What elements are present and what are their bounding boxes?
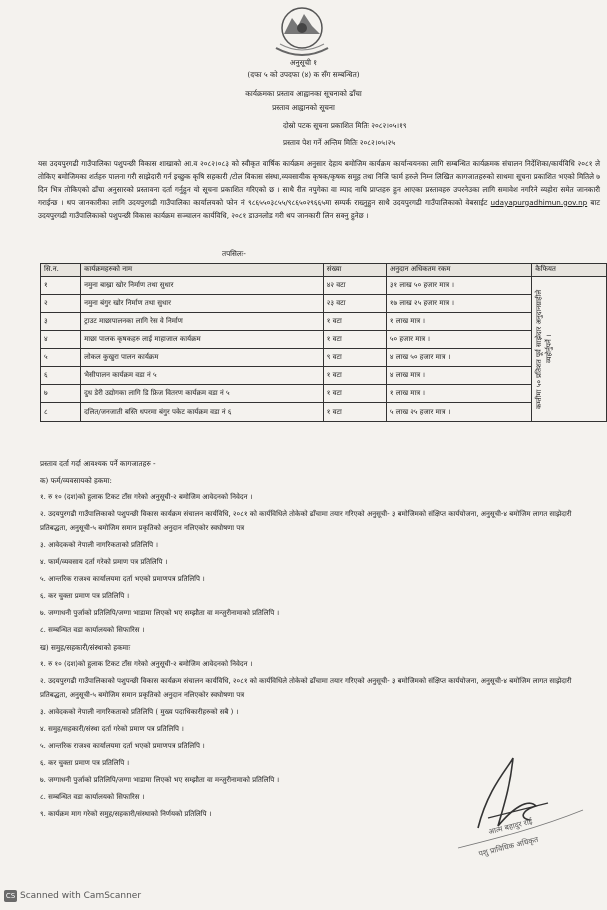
cell-grant: १७ लाख २५ हजार मात्र । [386, 294, 531, 312]
cell-count: ९ वटा [323, 349, 386, 367]
cell-grant: ५० हजार मात्र । [386, 330, 531, 348]
list-item: ३. आवेदकको नेपाली नागरिकताको प्रतिलिपि ( मुख्य पदाधिकारीहरुको सबै ) । [40, 708, 239, 716]
scanner-watermark [4, 890, 141, 902]
list-item: ४. समुह/सहकारी/संस्था दर्ता गरेको प्रमाण पत्र प्रतिलिपि । [40, 725, 184, 733]
cell-program: लोकल कुखुरा पालन कार्यक्रम [81, 349, 324, 367]
header-remarks: कैफियत [532, 264, 607, 277]
notice-format-title: कार्यक्रमका प्रस्ताव आह्वानका सूचनाको ढाँचा [245, 89, 362, 98]
cell-sn: १ [41, 276, 81, 294]
list-item: १. रु १० (दश)को हुलाक टिकट टाँस गरेको अनुसूची-२ बमोजिम आवेदनको निवेदन । [40, 493, 253, 501]
outro-text: बाट उदयपुरगढी गाउँपालिकाको पशुपन्छी विकास कार्यक्रम सञ्चालन कार्यविधि, २०८१ डाउनलोड गरी थप जानकारी लिन सक्नु हुनेछ । [38, 197, 600, 220]
table-header-row [41, 264, 607, 277]
firm-heading: क) फर्म/व्यवसायको हकमा: [40, 476, 112, 485]
table-row [41, 403, 607, 421]
list-item: ८. सम्बन्धित वडा कार्यालयको सिफारिस । [40, 626, 145, 634]
camscanner-logo-icon: CS [5, 892, 16, 900]
documents-heading: प्रस्ताव दर्ता गर्दा आवश्यक पर्ने कागजातहरु - [40, 459, 156, 468]
table-row [41, 330, 607, 348]
annex-label: अनुसूची १ [289, 58, 318, 67]
submission-deadline: प्रस्ताव पेश गर्ने अन्तिम मितिः २०८२।०५।२५ [283, 138, 396, 147]
cell-program: दुध डेरी उद्योगका लागि डि फ्रिज वितरण कार्यक्रम वडा नं ५ [81, 385, 324, 403]
table-caption: तपसिलः- [222, 249, 246, 258]
notice-paragraph [38, 158, 600, 223]
cell-grant: ३१ लाख ५० हजार मात्र । [386, 276, 531, 294]
cell-count: ४२ वटा [323, 276, 386, 294]
cell-count: १ वटा [323, 403, 386, 421]
cell-sn: ७ [41, 385, 81, 403]
list-item: ७. जग्गाधनी पुर्जाको प्रतिलिपि/जग्गा भाडामा लिएको भए सम्झौता वा मन्जुरीनामाको प्रतिलिपि । [40, 776, 280, 784]
list-item: १. रु १० (दश)को हुलाक टिकट टाँस गरेको अनुसूची-२ बमोजिम आवेदनको निवेदन । [40, 660, 253, 668]
cell-grant: ४ लाख मात्र । [386, 367, 531, 385]
cell-program: नमुना बंगुर खोर निर्माण तथा सुधार [81, 294, 324, 312]
cell-grant: ५ लाख २५ हजार मात्र । [386, 403, 531, 421]
list-item: ७. जग्गाधनी पुर्जाको प्रतिलिपि/जग्गा भाडामा लिएको भए सम्झौता वा मन्जुरीनामाको प्रतिलिपि । [40, 609, 280, 617]
list-item: ९. कार्यक्रम माग गरेको समुह/सहकारी/संस्थाको निर्णयको प्रतिलिपि । [40, 810, 212, 818]
table-row [41, 367, 607, 385]
cell-program: दलित/जनजाती बस्ति धपरमा बंगुर पकेट कार्यक्रम वडा नं ६ [81, 403, 324, 421]
header-grant: अनुदान अधिकतम रकम [386, 264, 531, 277]
list-item: ६. कर चुक्ता प्रमाण पत्र प्रतिलिपि । [40, 759, 130, 767]
signatory-name: आत्म बहादुर राई [487, 816, 534, 837]
cell-sn: ८ [41, 403, 81, 421]
cell-sn: २ [41, 294, 81, 312]
cell-program: माछा पालक कृषकहरु लाई माहाजाल कार्यक्रम [81, 330, 324, 348]
table-row [41, 385, 607, 403]
cell-program: ट्राउट माछापालनका लागि रेस वे निर्माण [81, 312, 324, 330]
group-heading: ख) समुह/सहकारी/संस्थाको हकमाः [40, 643, 131, 652]
table-row [41, 276, 607, 294]
header-count: संख्या [323, 264, 386, 277]
notice-subtitle: प्रस्ताव आह्वानको सूचना [272, 103, 335, 112]
cell-sn: ३ [41, 312, 81, 330]
website-link[interactable]: udayapurgadhimun.gov.np [490, 197, 588, 207]
intro-text: यस उदयपुरगढी गाउँपालिका पशुपन्छी विकास शाखाको आ.व २०८२।०८३ को स्वीकृत वार्षिक कार्यक्रम अनुसार देहाय बमोजिम कार्यक्रम कार्यान्वयनका लागि सम्बन्धित कार्यक्रमक संचालन निर्देशिका/कार्यविधि २०८१ ले तोकिए बमोजिमका शर्तहरु पालना गरी साझेदारी गर्न इच्छुक कृषि सहकारी /टोल विकास संस्था,व्यवसायीक कृषक/कृषक समूह तथा निजि फार्म हरुले निम्न लिखित कागजातहरुको साथमा सूचना प्रकाशित भएको मितिले ७ दिन भित्र तोकिएको ढाँचा अनुसारको प्रस्तावना दर्ता गर्नुहुन यो सूचना प्रकाशित गरिएको छ । साथै रीत नपुगेका वा म्याद नाघि प्राप्तहरु हुन आएका प्रस्तावहरु उपरनेउका लागि समावेश नगरिने व्यहोरा समेत जानकारी गराईन्छ । थप जानकारीका लागि उदयपुरगढी गाउँपालिका कार्यालयको फोन नं ९८६५५०३८५५/९८६५०२९६६५मा सम्पर्क राख्नुहुन साथै उदयपुरगढी गाउँपालिकाको वेबसाईट [38, 159, 600, 207]
list-item: ५. आन्तरिक राजश्व कार्यालयमा दर्ता भएको प्रमाणपत्र प्रतिलिपि । [40, 575, 205, 583]
list-item: ५. आन्तरिक राजश्व कार्यालयमा दर्ता भएको प्रमाणपत्र प्रतिलिपि । [40, 742, 205, 750]
cell-grant: १ लाख मात्र । [386, 312, 531, 330]
cell-program: भैसीपालन कार्यक्रम वडा नं ५ [81, 367, 324, 385]
cell-remarks [532, 276, 607, 421]
scanner-text: Scanned with CamScanner [20, 891, 142, 901]
cell-count: १ वटा [323, 330, 386, 348]
list-item: २. उदयपुरगढी गाउँपालिकाको पशुपन्छी विकास कार्यक्रम संचालन कार्यविधि, २०८१ को कार्यविधिले तोकेको ढाँचामा तयार गरिएको अनुसूची- ३ बमोजिमको संक्षिप्त कार्ययोजना, अनुसूची-४ बमोजिम लागत साझेदारी प्रतिबद्धता, अनुसूची-५ बमोजिम समान प्रकृतिको अनुदान नलिएकोर स्वघोषणा पत्र [40, 677, 572, 699]
cell-count: २३ वटा [323, 294, 386, 312]
list-item: ३. आवेदकको नेपाली नागरिकताको प्रतिलिपि । [40, 541, 159, 549]
table-row [41, 294, 607, 312]
header-program: कार्यक्रमहरुको नाम [81, 264, 324, 277]
cell-count: १ वटा [323, 312, 386, 330]
cell-sn: ४ [41, 330, 81, 348]
rule-reference: (दफा ५ को उपदफा (४) क सँग सम्बन्धित) [247, 70, 360, 79]
remark-text: कम्तीमा ५० प्रतिशत पूर्व साझेदार अनुदानग्राहीले व्यहोर्नुपर्ने । [535, 289, 554, 409]
list-item: ६. कर चुक्ता प्रमाण पत्र प्रतिलिपि । [40, 592, 130, 600]
list-item: ८. सम्बन्धित वडा कार्यालयको सिफारिस । [40, 793, 145, 801]
signatory-title: पशु प्राविधिक अधिकृत [477, 834, 540, 859]
municipality-emblem [270, 4, 334, 62]
cell-program: नमुना बाख्रा खोर निर्माण तथा सुधार [81, 276, 324, 294]
cell-sn: ६ [41, 367, 81, 385]
header-sn: सि.न. [41, 264, 81, 277]
program-table [40, 263, 607, 422]
table-row [41, 312, 607, 330]
cell-count: १ वटा [323, 367, 386, 385]
cell-grant: १ लाख मात्र । [386, 385, 531, 403]
cell-count: १ वटा [323, 385, 386, 403]
cell-sn: ५ [41, 349, 81, 367]
publish-date: दोस्रो पटक सूचना प्रकाशित मितिः २०८२।०५।१९ [283, 121, 407, 130]
table-row [41, 349, 607, 367]
list-item: ४. फार्म/व्यवसाय दर्ता गरेको प्रमाण पत्र प्रतिलिपि । [40, 558, 168, 566]
list-item: २. उदयपुरगढी गाउँपालिकाको पशुपन्छी विकास कार्यक्रम संचालन कार्यविधि, २०८१ को कार्यविधिले तोकेको ढाँचामा तयार गरिएको अनुसूची- ३ बमोजिमको संक्षिप्त कार्ययोजना, अनुसूची-४ बमोजिम लागत साझेदारी प्रतिबद्धता, अनुसूची-५ बमोजिम समान प्रकृतिको अनुदान नलिएकोर स्वघोषणा पत्र [40, 510, 572, 532]
cell-grant: ४ लाख ५० हजार मात्र । [386, 349, 531, 367]
